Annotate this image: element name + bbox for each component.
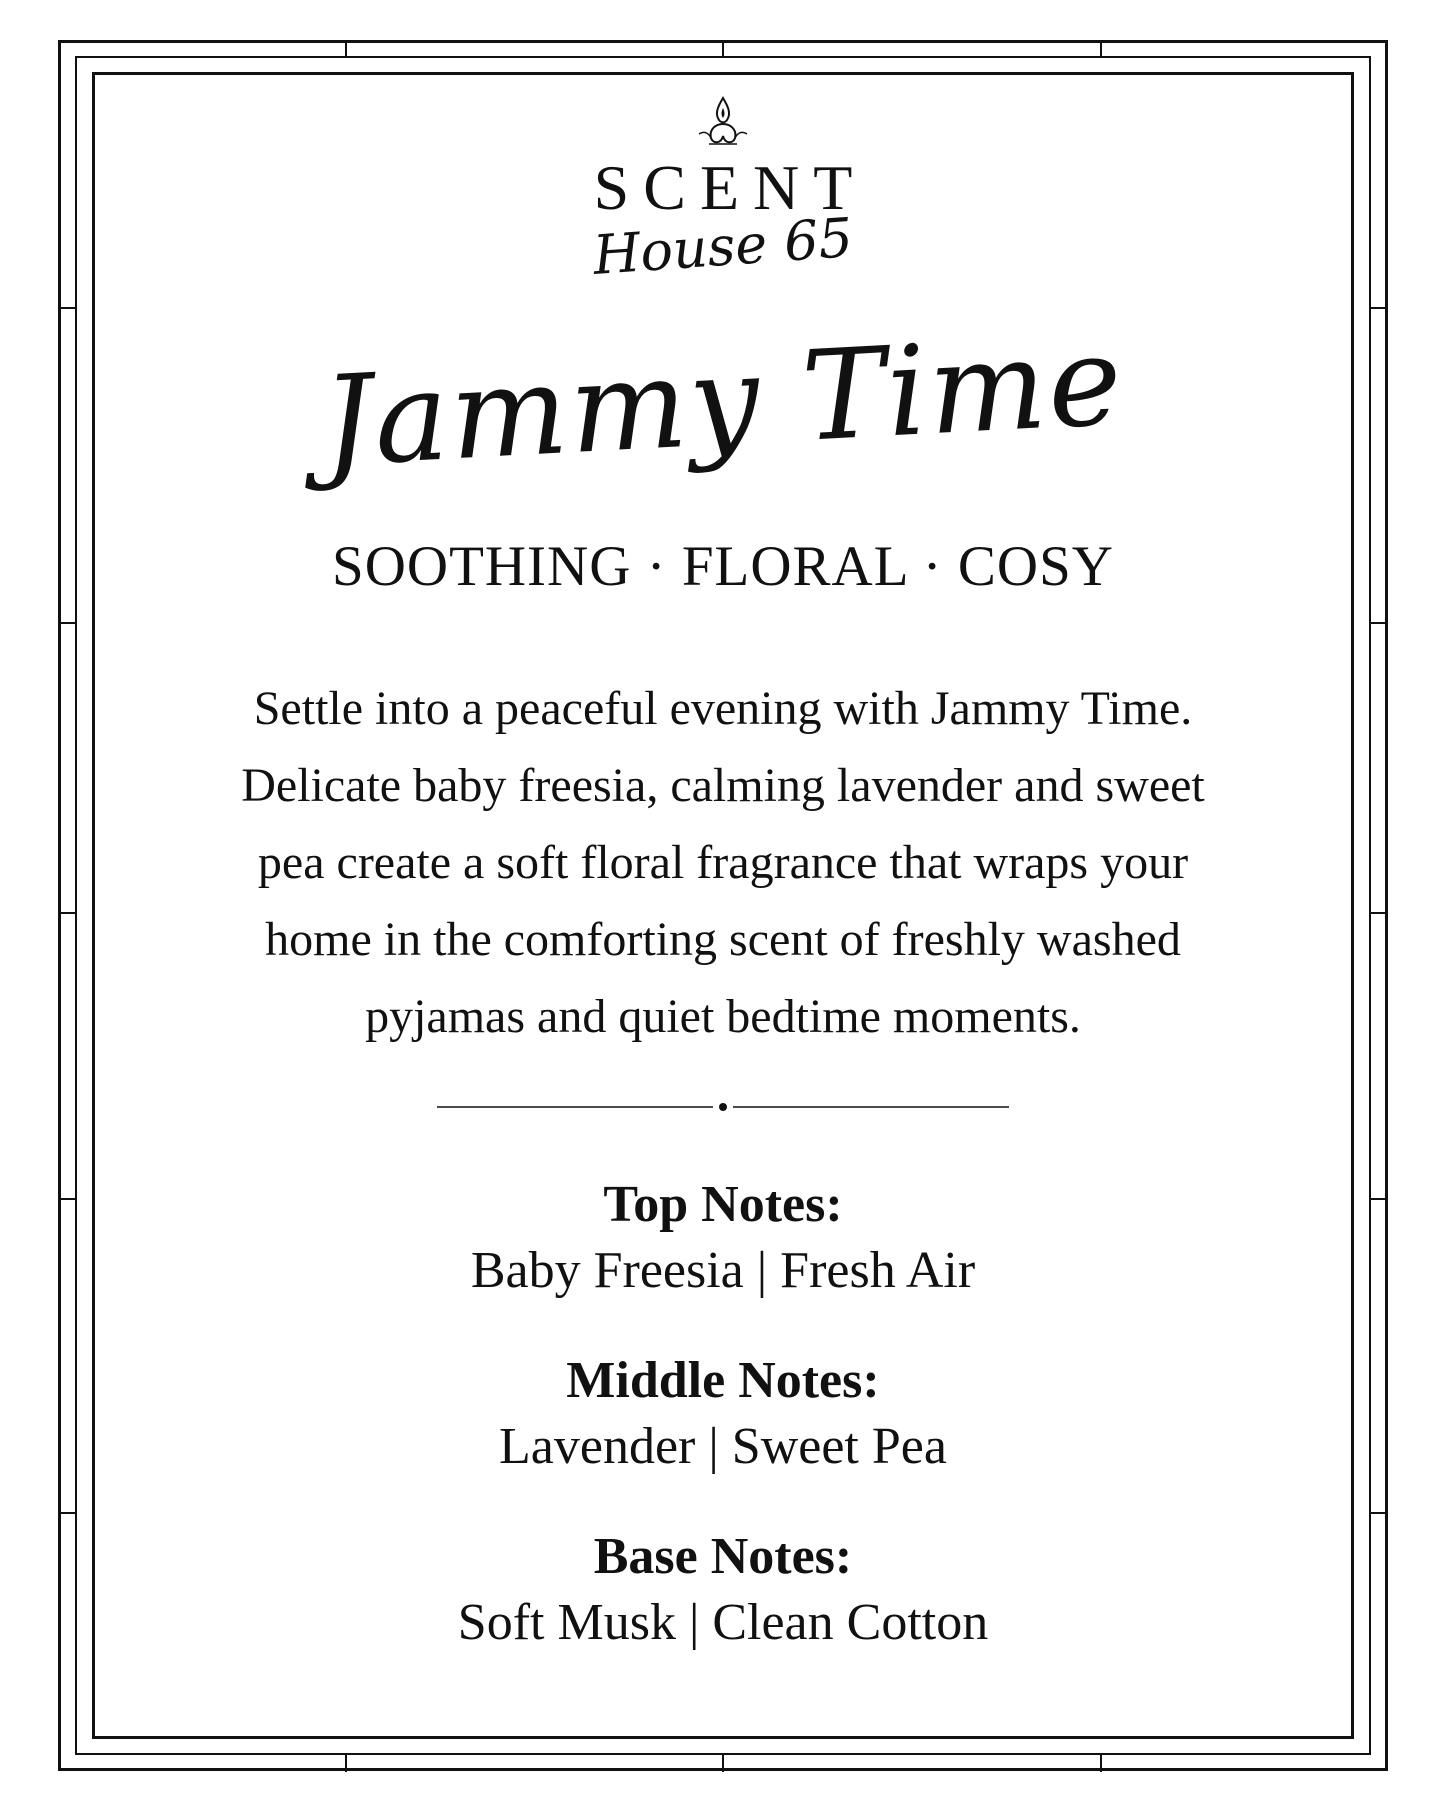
product-title: Jammy Time bbox=[318, 309, 1128, 495]
top-notes-heading: Top Notes: bbox=[603, 1176, 843, 1233]
base-notes bbox=[92, 1524, 1354, 1656]
brand-logo bbox=[92, 94, 1354, 344]
description-line: Delicate baby freesia, calming lavender and sweet bbox=[241, 759, 1205, 812]
description-line: Settle into a peaceful evening with Jammy Time. bbox=[253, 682, 1193, 735]
ornamental-divider bbox=[437, 1100, 1009, 1114]
border-tick-bottom-right bbox=[1100, 1755, 1102, 1772]
base-notes-values: Soft Musk | Clean Cotton bbox=[457, 1594, 989, 1651]
brand-script-name: House 65 bbox=[591, 206, 855, 287]
border-tick-left-1 bbox=[58, 307, 75, 309]
description-line: pyjamas and quiet bedtime moments. bbox=[365, 990, 1081, 1043]
base-notes-heading: Base Notes: bbox=[593, 1528, 853, 1585]
border-tick-right-5 bbox=[1371, 1512, 1388, 1514]
description-line: home in the comforting scent of freshly washed bbox=[265, 913, 1181, 966]
product-description bbox=[152, 670, 1294, 1055]
top-notes bbox=[92, 1172, 1354, 1304]
border-tick-top-right bbox=[1100, 40, 1102, 57]
middle-notes bbox=[92, 1348, 1354, 1480]
border-tick-bottom-left bbox=[345, 1755, 347, 1772]
top-notes-values: Baby Freesia | Fresh Air bbox=[470, 1242, 976, 1299]
border-tick-right-2 bbox=[1371, 622, 1388, 624]
border-tick-left-3 bbox=[58, 912, 75, 914]
border-tick-top-left bbox=[345, 40, 347, 57]
card-content bbox=[92, 72, 1354, 1739]
border-tick-right-3 bbox=[1371, 912, 1388, 914]
border-tick-right-4 bbox=[1371, 1198, 1388, 1200]
candle-flame-logo-icon bbox=[693, 94, 753, 152]
product-tagline: SOOTHING · FLORAL · COSY bbox=[332, 535, 1114, 598]
middle-notes-heading: Middle Notes: bbox=[566, 1352, 880, 1409]
brand-wordmark: SCENT bbox=[593, 152, 867, 223]
border-tick-left-5 bbox=[58, 1512, 75, 1514]
description-line: pea create a soft floral fragrance that wraps your bbox=[257, 836, 1189, 889]
border-tick-left-2 bbox=[58, 622, 75, 624]
border-tick-bottom-center bbox=[722, 1755, 724, 1772]
fragrance-notes bbox=[92, 1172, 1354, 1700]
middle-notes-values: Lavender | Sweet Pea bbox=[499, 1418, 947, 1475]
border-tick-right-1 bbox=[1371, 307, 1388, 309]
border-tick-top-center bbox=[722, 40, 724, 57]
border-tick-left-4 bbox=[58, 1198, 75, 1200]
